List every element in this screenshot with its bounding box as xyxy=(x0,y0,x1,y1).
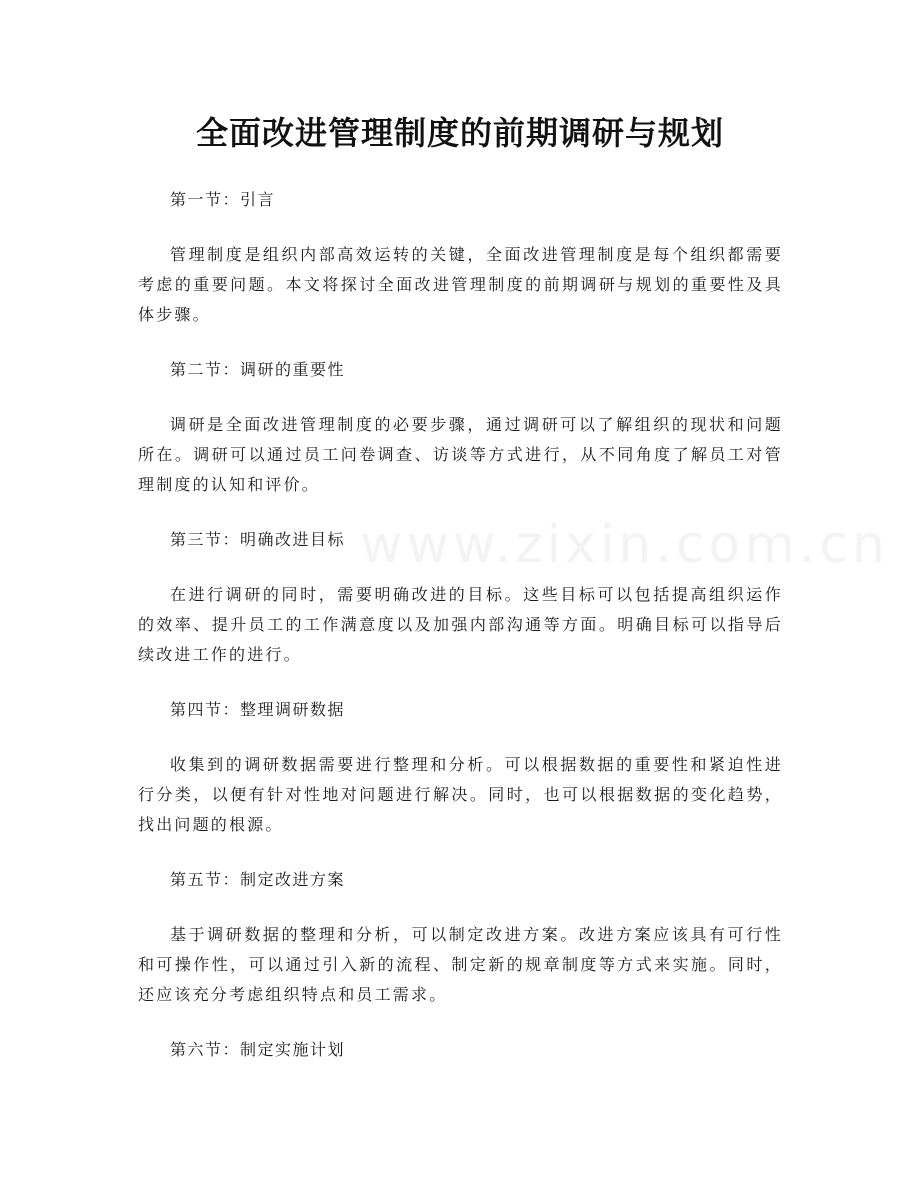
section-paragraph: 基于调研数据的整理和分析，可以制定改进方案。改进方案应该具有可行性和可操作性，可以通过引入新的流程、制定新的规章制度等方式来实施。同时，还应该充分考虑组织特点和员工需求。 xyxy=(138,925,783,1004)
section-heading: 第三节：明确改进目标 xyxy=(170,530,346,549)
section-paragraph: 收集到的调研数据需要进行整理和分析。可以根据数据的重要性和紧迫性进行分类，以便有针对性地对问题进行解决。同时，也可以根据数据的变化趋势，找出问题的根源。 xyxy=(138,755,783,834)
section-paragraph: 管理制度是组织内部高效运转的关键，全面改进管理制度是每个组织都需要考虑的重要问题。本文将探讨全面改进管理制度的前期调研与规划的重要性及具体步骤。 xyxy=(138,245,783,324)
document-title: 全面改进管理制度的前期调研与规划 xyxy=(195,114,724,152)
section-heading: 第六节：制定实施计划 xyxy=(170,1040,346,1059)
section-heading: 第一节：引言 xyxy=(170,190,276,209)
section-heading: 第二节：调研的重要性 xyxy=(170,360,346,379)
section-paragraph: 在进行调研的同时，需要明确改进的目标。这些目标可以包括提高组织运作的效率、提升员工的工作满意度以及加强内部沟通等方面。明确目标可以指导后续改进工作的进行。 xyxy=(138,585,783,664)
document-body xyxy=(138,185,783,1090)
section-paragraph: 调研是全面改进管理制度的必要步骤，通过调研可以了解组织的现状和问题所在。调研可以通过员工问卷调查、访谈等方式进行，从不同角度了解员工对管理制度的认知和评价。 xyxy=(138,415,783,494)
watermark: www.zixin.com.cn xyxy=(360,515,889,575)
section-heading: 第五节：制定改进方案 xyxy=(170,870,346,889)
section-heading: 第四节：整理调研数据 xyxy=(170,700,346,719)
